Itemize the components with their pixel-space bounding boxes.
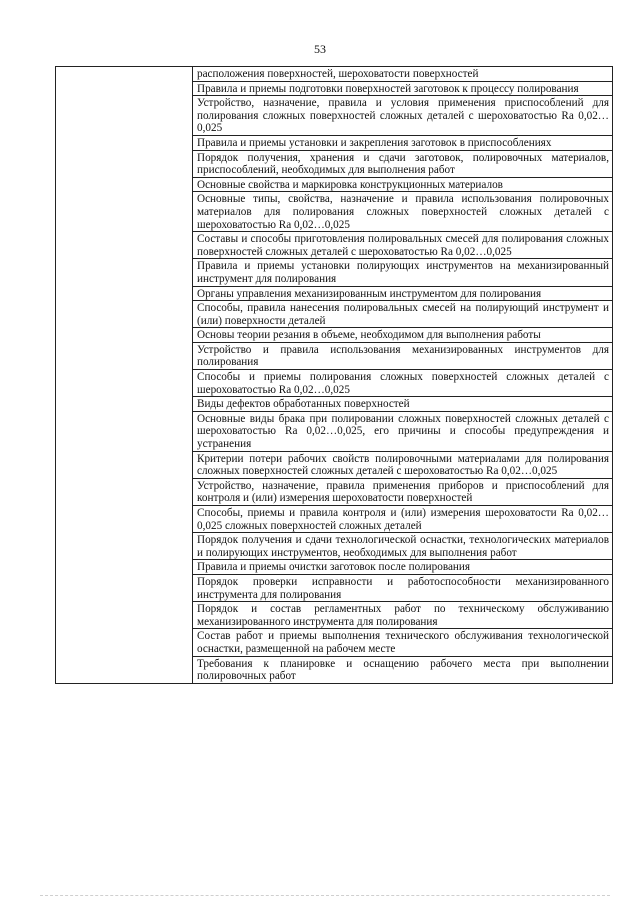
table-cell [193, 96, 613, 136]
table-cell [193, 397, 613, 412]
page-number: 53 [314, 42, 326, 56]
table-cell [193, 574, 613, 601]
row-text: Основные типы, свойства, назначение и правила использования полировочных материалов для полирования сложных поверхностей сложных деталей с шероховатостью Ra 0,02…0,025 [197, 193, 609, 231]
row-text: Порядок и состав регламентных работ по техническому обслуживанию механизированного инструмента для полирования [197, 603, 609, 628]
table-cell [193, 370, 613, 397]
row-text: Способы, правила нанесения полировальных смесей на полирующий инструмент и (или) поверхности деталей [197, 302, 609, 327]
table-cell [193, 135, 613, 150]
row-text: Виды дефектов обработанных поверхностей [197, 398, 410, 411]
row-text: расположения поверхностей, шероховатости поверхностей [197, 68, 479, 80]
table-cell [193, 81, 613, 96]
table-cell [193, 451, 613, 478]
table-cell [193, 656, 613, 683]
table-cell [193, 602, 613, 629]
table-cell [193, 411, 613, 451]
row-text: Правила и приемы подготовки поверхностей заготовок к процессу полирования [197, 82, 579, 95]
row-text: Состав работ и приемы выполнения технического обслуживания технологической оснастки, размещенной на рабочем месте [197, 630, 609, 655]
row-text: Устройство и правила использования механизированных инструментов для полирования [197, 343, 609, 369]
table-cell [193, 506, 613, 533]
table-cell [193, 328, 613, 343]
knowledge-table-body [56, 67, 613, 684]
row-text: Правила и приемы установки и закрепления заготовок в приспособлениях [197, 136, 552, 149]
table-cell [193, 67, 613, 82]
row-text: Порядок проверки исправности и работоспособности механизированного инструмента для полирования [197, 575, 609, 601]
row-text: Способы и приемы полирования сложных поверхностей сложных деталей с шероховатостью Ra 0,02…0,025 [197, 371, 609, 396]
row-text: Основные виды брака при полировании сложных поверхностей сложных деталей с шероховатостью Ra 0,02…0,025, его причины и способы предупреждения и устранения [197, 412, 609, 451]
row-text: Основы теории резания в объеме, необходимом для выполнения работы [197, 329, 541, 342]
knowledge-table [55, 66, 613, 684]
table-cell [193, 301, 613, 328]
row-text: Устройство, назначение, правила применения приборов и приспособлений для контроля и (или) измерения шероховатости поверхностей [197, 479, 609, 505]
table-cell [193, 259, 613, 286]
row-text: Основные свойства и маркировка конструкционных материалов [197, 178, 503, 191]
row-text: Правила и приемы очистки заготовок после полирования [197, 561, 471, 574]
row-text: Правила и приемы установки полирующих инструментов на механизированный инструмент для полирования [197, 260, 609, 285]
row-text: Критерии потери рабочих свойств полировочными материалами для полирования сложных поверхностей сложных деталей с шероховатостью Ra 0,02…0,025 [197, 452, 609, 478]
table-cell [193, 150, 613, 177]
table-row [56, 67, 613, 82]
row-text: Порядок получения, хранения и сдачи заготовок, полировочных материалов, приспособлений, необходимых для выполнения работ [197, 151, 609, 177]
bottom-divider [40, 895, 610, 896]
table-cell [193, 232, 613, 259]
row-text: Составы и способы приготовления полировальных смесей для полирования сложных поверхностей сложных деталей с шероховатостью Ra 0,02…0,025 [197, 233, 609, 258]
table-cell [193, 177, 613, 192]
table-cell [193, 533, 613, 560]
table-cell [193, 478, 613, 505]
table-cell [193, 629, 613, 656]
row-text: Способы, приемы и правила контроля и (или) измерения шероховатости Ra 0,02…0,025 сложных поверхностей сложных деталей [197, 507, 609, 532]
row-text: Требования к планировке и оснащению рабочего места при выполнении полировочных работ [197, 657, 609, 683]
table-cell [193, 342, 613, 369]
left-empty-cell [56, 67, 193, 684]
table-cell [193, 286, 613, 301]
row-text: Порядок получения и сдачи технологической оснастки, технологических материалов и полирующих инструментов, необходимых для выполнения работ [197, 534, 609, 559]
row-text: Устройство, назначение, правила и условия применения приспособлений для полирования сложных поверхностей сложных деталей с шероховатостью Ra 0,02…0,025 [197, 97, 609, 135]
table-cell [193, 560, 613, 575]
row-text: Органы управления механизированным инструментом для полирования [197, 287, 542, 300]
table-cell [193, 192, 613, 232]
